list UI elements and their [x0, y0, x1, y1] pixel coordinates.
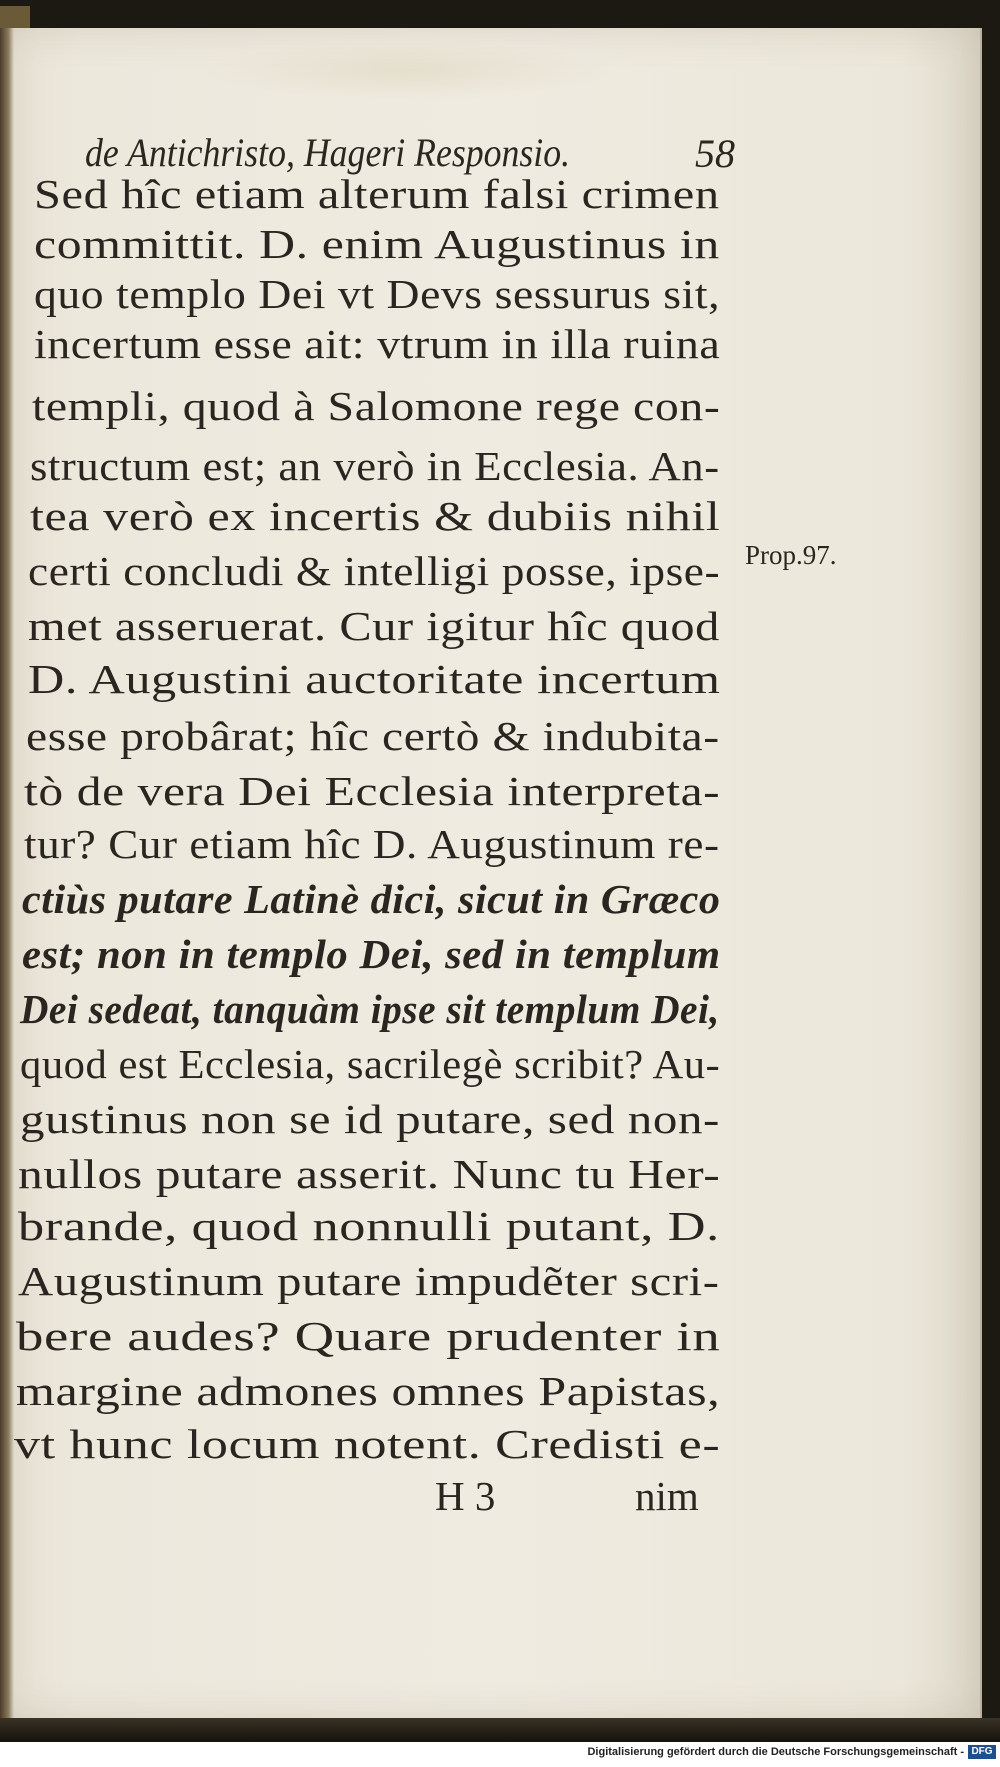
body-line: Sed hîc etiam alterum falsi crimen	[34, 171, 720, 217]
body-line: templi, quod à Salomone rege con-	[32, 383, 721, 429]
body-line: vt hunc locum notent. Credisti e-	[14, 1421, 721, 1467]
catchword: nim	[635, 1473, 699, 1519]
body-line: nullos putare asserit. Nunc tu Her-	[18, 1151, 721, 1197]
running-title: de Antichristo, Hageri Responsio.	[85, 130, 571, 175]
digitization-credit: Digitalisierung gefördert durch die Deutsche Forschungsgemeinschaft -	[587, 1746, 964, 1758]
body-line: gustinus non se id putare, sed non-	[20, 1096, 720, 1142]
dfg-logo: DFG	[968, 1745, 996, 1759]
page-number: 58	[695, 131, 735, 176]
body-line: esse probârat; hîc certò & indubita-	[26, 713, 720, 759]
body-line: tur? Cur etiam hîc D. Augustinum re-	[24, 821, 720, 867]
body-line: incertum esse ait: vtrum in illa ruina	[34, 321, 721, 367]
body-line: quo templo Dei vt Devs sessurus sit,	[34, 271, 721, 317]
body-line: Augustinum putare impudẽter scri-	[18, 1258, 720, 1304]
body-line: tò de vera Dei Ecclesia interpreta-	[24, 768, 721, 814]
marginal-note: Prop.97.	[745, 540, 837, 570]
body-line: margine admones omnes Papistas,	[16, 1368, 721, 1414]
body-line-italic: est; non in templo Dei, sed in templum	[22, 931, 721, 977]
body-line-italic: Dei sedeat, tanquàm ipse sit templum Dei,	[20, 986, 720, 1032]
body-line: structum est; an verò in Ecclesia. An-	[30, 443, 720, 489]
body-line: committit. D. enim Augustinus in	[34, 221, 720, 267]
signature-mark: H 3	[435, 1473, 496, 1519]
body-line: certi concludi & intelligi posse, ipse-	[28, 548, 721, 594]
body-line: quod est Ecclesia, sacrilegè scribit? Au-	[20, 1041, 721, 1087]
body-line: brande, quod nonnulli putant, D.	[18, 1203, 720, 1249]
body-line-italic: ctiùs putare Latinè dici, sicut in Græco	[22, 876, 721, 922]
book-bottom-edge	[0, 1718, 1000, 1742]
body-line: met asseruerat. Cur igitur hîc quod	[28, 603, 720, 649]
body-line: bere audes? Quare prudenter in	[16, 1313, 721, 1359]
body-line: tea verò ex incertis & dubiis nihil	[30, 493, 721, 539]
body-line: D. Augustini auctoritate incertum	[28, 656, 721, 702]
